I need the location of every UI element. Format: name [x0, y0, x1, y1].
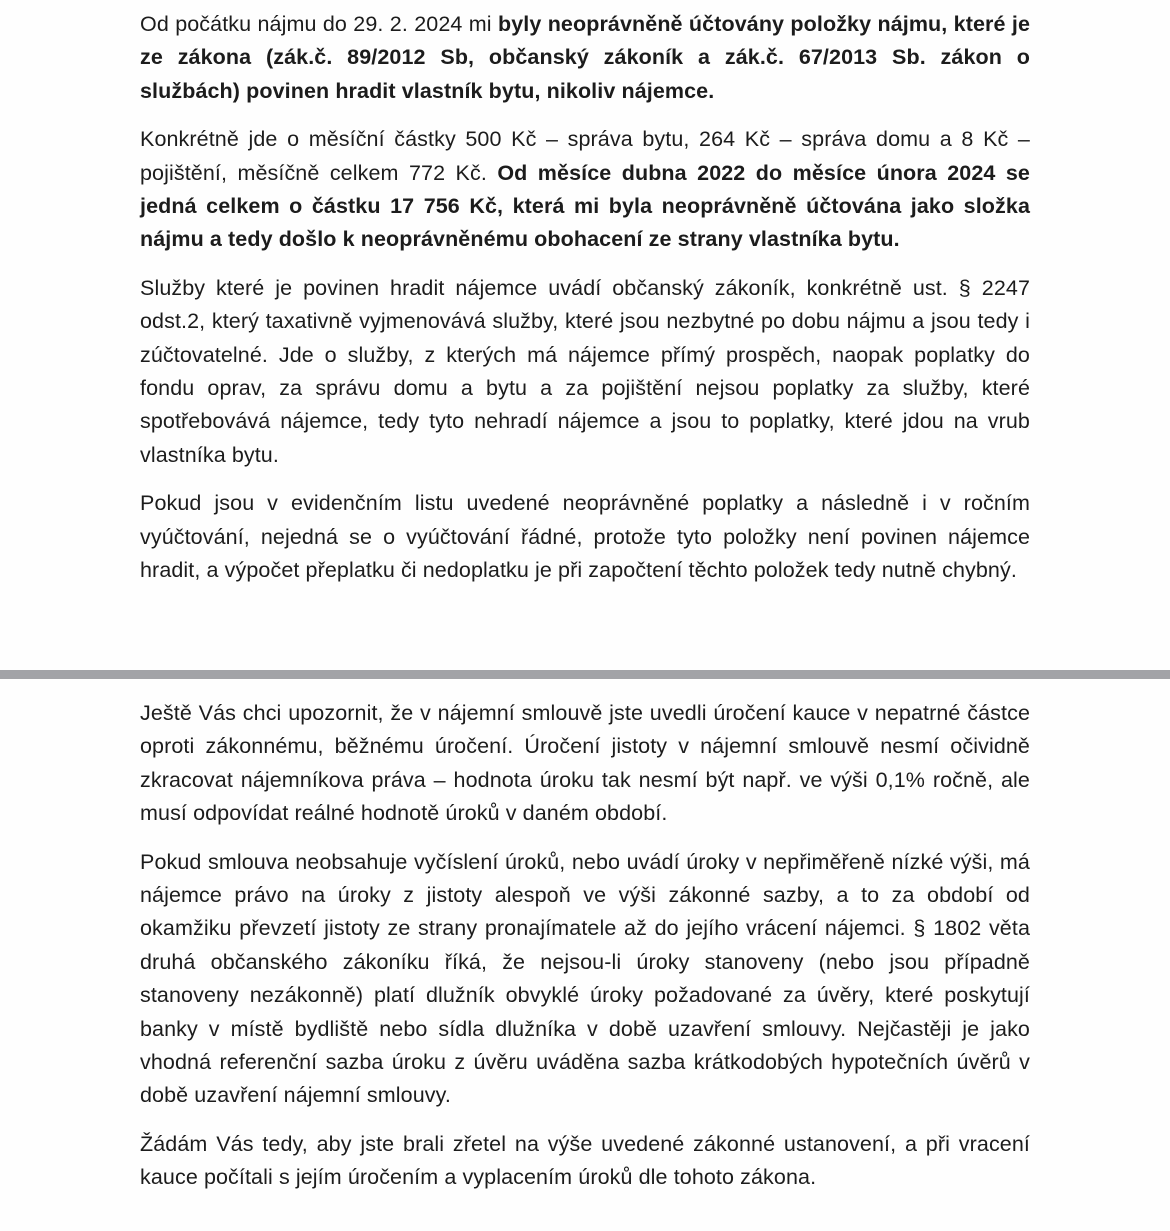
text-run-bold: Od měsíce dubna 2022 do měsíce února 2024 se jedná celkem o částku 17 756 Kč, která mi byla neoprávněně účtována jako složka nájmu a tedy došlo k neoprávněnému obohacení ze strany vlastníka bytu. — [140, 160, 1030, 252]
paragraph — [140, 487, 1030, 587]
paragraph — [140, 272, 1030, 472]
page-separator — [0, 670, 1170, 679]
paragraph — [140, 8, 1030, 108]
text-run: Pokud jsou v evidenčním listu uvedené neoprávněné poplatky a následně i v ročním vyúčtování, nejedná se o vyúčtování řádné, protože tyto položky není povinen nájemce hradit, a výpočet přeplatku či nedoplatku je při započtení těchto položek tedy nutně chybný. — [140, 491, 1030, 583]
paragraph — [140, 697, 1030, 831]
text-run: Ještě Vás chci upozornit, že v nájemní smlouvě jste uvedli úročení kauce v nepatrné částce oproti zákonnému, běžnému úročení. Úročení jistoty v nájemní smlouvě nesmí očividně zkracovat nájemníkova práva – hodnota úroku tak nesmí být např. ve výši 0,1% ročně, ale musí odpovídat reálné hodnotě úroků v daném období. — [140, 701, 1030, 826]
document-page-2 — [0, 679, 1170, 1231]
text-run-bold: byly neoprávněně účtovány položky nájmu, které je ze zákona (zák.č. 89/2012 Sb, občanský zákoník a zák.č. 67/2013 Sb. zákon o službách) povinen hradit vlastník bytu, nikoliv nájemce. — [140, 12, 1031, 103]
paragraph — [140, 123, 1030, 257]
paragraph — [140, 846, 1030, 1113]
paragraph — [140, 1128, 1030, 1195]
text-run: Služby které je povinen hradit nájemce uvádí občanský zákoník, konkrétně ust. § 2247 odst.2, který taxativně vyjmenovává služby, které jsou nezbytné po dobu nájmu a jsou tedy i zúčtovatelné. Jde o služby, z kterých má nájemce přímý prospěch, naopak poplatky do fondu oprav, za správu domu a bytu a za pojištění nejsou poplatky za služby, které spotřebovává nájemce, tedy tyto nehradí nájemce a jsou to poplatky, které jdou na vrub vlastníka bytu. — [140, 275, 1030, 467]
text-run: Od počátku nájmu do 29. 2. 2024 mi — [140, 12, 498, 36]
text-run: Pokud smlouva neobsahuje vyčíslení úroků, nebo uvádí úroky v nepřiměřeně nízké výši, má nájemce právo na úroky z jistoty alespoň ve výši zákonné sazby, a to za období od okamžiku převzetí jistoty ze strany pronajímatele až do jejího vrácení nájemci. § 1802 věta druhá občanského zákoníku říká, že nejsou-li úroky stanoveny (nebo jsou případně stanoveny nezákonně) platí dlužník obvyklé úroky požadované za úvěry, které poskytují banky v místě bydliště nebo sídla dlužníka v době uzavření smlouvy. Nejčastěji je jako vhodná referenční sazba úroku z úvěru uváděna sazba krátkodobých hypotečních úvěrů v době uzavření nájemní smlouvy. — [140, 849, 1030, 1108]
text-run: Žádám Vás tedy, aby jste brali zřetel na výše uvedené zákonné ustanovení, a při vracení kauce počítali s jejím úročením a vyplacením úroků dle tohoto zákona. — [140, 1131, 1030, 1190]
text-run: Konkrétně jde o měsíční částky 500 Kč – správa bytu, 264 Kč – správa domu a 8 Kč – pojištění, měsíčně celkem 772 Kč. — [140, 127, 1030, 185]
